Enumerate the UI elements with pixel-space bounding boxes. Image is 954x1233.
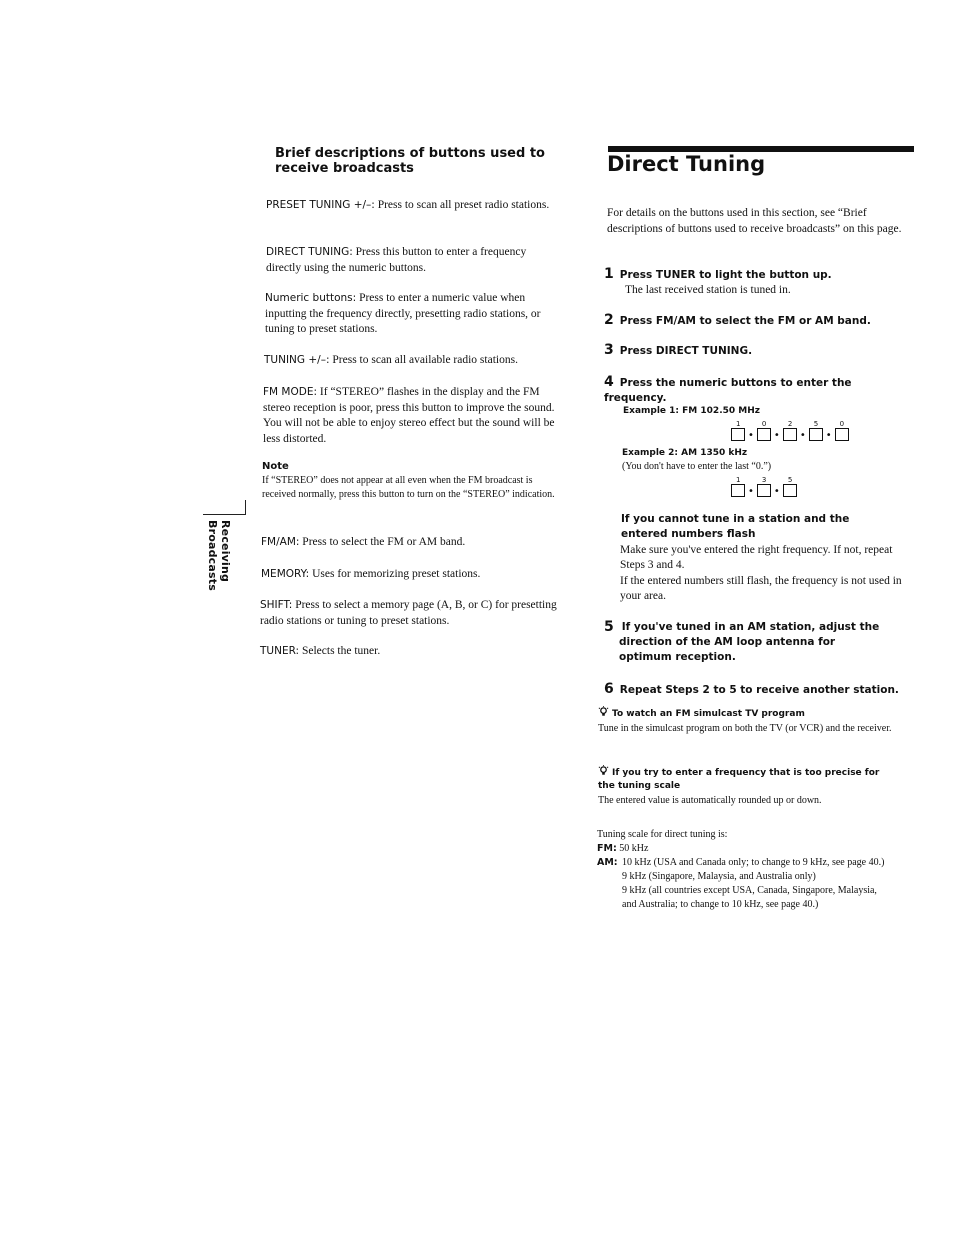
step-text: Repeat Steps 2 to 5 to receive another station. [619, 684, 899, 696]
desc-direct-tuning [266, 245, 556, 276]
term-text: Press to scan all preset radio stations. [377, 199, 550, 211]
example-2-label: Example 2: AM 1350 kHz [622, 448, 748, 458]
lightbulb-icon [598, 765, 609, 776]
tip-text: Tune in the simulcast program on both the TV (or VCR) and the receiver. [598, 723, 892, 734]
fm-value: 50 kHz [619, 843, 649, 854]
tip-2 [598, 765, 898, 808]
desc-tuner [260, 644, 560, 660]
term-label: DIRECT TUNING: [266, 246, 353, 258]
step-number: 6 [604, 681, 614, 697]
step-number: 5 [604, 619, 614, 635]
term-label: MEMORY: [261, 568, 310, 580]
term-text: Press to select a memory page (A, B, or C) for presetting radio stations or tuning to preset stations. [260, 599, 557, 627]
tuning-scale-am [597, 856, 897, 912]
step-1 [604, 267, 914, 298]
desc-preset-tuning [266, 198, 551, 214]
term-label: Numeric buttons: [265, 292, 357, 304]
term-label: FM/AM: [261, 536, 300, 548]
term-text: Press to scan all available radio stations. [332, 354, 518, 366]
section-sidebar [206, 520, 232, 650]
term-text: Uses for memorizing preset stations. [312, 568, 481, 580]
desc-fm-mode [263, 385, 563, 447]
intro-text: For details on the buttons used in this section, see “Brief descriptions of buttons used to receive broadcasts” on this page. [607, 207, 902, 235]
example-1-keys: 1 • 0 • 2 • 5 • 0 [731, 428, 849, 441]
step-text: Press the numeric buttons to enter the frequency. [604, 377, 852, 404]
step-4 [604, 375, 914, 406]
tip-heading: To watch an FM simulcast TV program [612, 709, 805, 719]
tuning-scale-fm [597, 842, 897, 856]
am-line-1: 10 kHz (USA and Canada only; to change to 9 kHz, see page 40.) [622, 857, 885, 868]
example-2-keys: 1 • 3 • 5 [731, 484, 797, 497]
trouble-text-1: Make sure you've entered the right frequency. If not, repeat Steps 3 and 4. [620, 544, 893, 571]
desc-memory [261, 567, 561, 583]
term-label: TUNING +/–: [264, 354, 330, 366]
step-subtext: The last received station is tuned in. [625, 284, 791, 296]
example-2-note: (You don't have to enter the last “0.”) [622, 461, 772, 472]
step-2 [604, 313, 914, 329]
tuning-scale-intro: Tuning scale for direct tuning is: [597, 829, 728, 840]
fm-label: FM: [597, 843, 617, 854]
step-text: If you've tuned in an AM station, adjust the direction of the AM loop antenna for optimum reception. [619, 621, 880, 663]
key-box: 3 [757, 484, 771, 497]
note-text: If “STEREO” does not appear at all even when the FM broadcast is received normally, press this button to turn on the “STEREO” indication. [262, 475, 555, 500]
term-label: SHIFT: [260, 599, 293, 611]
tip-text: The entered value is automatically rounded up or down. [598, 795, 822, 806]
term-label: TUNER: [260, 645, 300, 657]
page-title: Direct Tuning [607, 152, 766, 176]
example-1-label: Example 1: FM 102.50 MHz [623, 406, 760, 416]
desc-numeric-buttons [265, 291, 565, 338]
desc-shift [260, 598, 560, 629]
step-number: 3 [604, 342, 614, 358]
key-box: 2 [783, 428, 797, 441]
note-heading: Note [262, 461, 289, 472]
trouble-text-2: If the entered numbers still flash, the frequency is not used in your area. [620, 575, 902, 602]
am-line-2: 9 kHz (Singapore, Malaysia, and Australia only) [622, 871, 816, 882]
term-label: FM MODE: [263, 386, 318, 398]
tip-heading: If you try to enter a frequency that is too precise for the tuning scale [598, 768, 880, 791]
term-text: Press this button to enter a frequency directly using the numeric buttons. [266, 246, 527, 274]
lightbulb-icon [598, 706, 609, 717]
desc-tuning [264, 353, 564, 369]
key-box: 0 [835, 428, 849, 441]
key-box: 0 [757, 428, 771, 441]
key-box: 1 [731, 484, 745, 497]
note-block [262, 461, 562, 502]
desc-fm-am [261, 535, 561, 551]
term-label: PRESET TUNING +/–: [266, 199, 375, 211]
step-3 [604, 343, 914, 359]
step-text: Press TUNER to light the button up. [619, 269, 832, 281]
step-6 [604, 682, 914, 698]
step-number: 2 [604, 312, 614, 328]
trouble-heading: If you cannot tune in a station and the entered numbers flash [621, 513, 850, 540]
step-number: 4 [604, 374, 614, 390]
key-box: 5 [809, 428, 823, 441]
term-text: Press to enter a numeric value when inputting the frequency directly, presetting radio stations, or tuning to preset stations. [265, 292, 541, 335]
am-label: AM: [597, 857, 618, 868]
section-tab-marker [203, 500, 246, 515]
term-text: If “STEREO” flashes in the display and the FM stereo reception is poor, press this button to improve the sound. You will not be able to enjoy stereo effect but the sound will be less distorted. [263, 386, 555, 445]
step-number: 1 [604, 266, 614, 282]
key-box: 1 [731, 428, 745, 441]
sidebar-label: Receiving Broadcasts [206, 520, 232, 591]
term-text: Press to select the FM or AM band. [302, 536, 466, 548]
step-text: Press FM/AM to select the FM or AM band. [619, 315, 871, 327]
am-line-3: 9 kHz (all countries except USA, Canada, Singapore, Malaysia, and Australia; to change to 10 kHz, see page 40.) [622, 885, 877, 910]
term-text: Selects the tuner. [301, 645, 381, 657]
section-title-buttons: Brief descriptions of buttons used to receive broadcasts [275, 146, 545, 176]
tip-1 [598, 706, 898, 736]
key-box: 5 [783, 484, 797, 497]
step-text: Press DIRECT TUNING. [619, 345, 753, 357]
step-5 [604, 620, 914, 665]
